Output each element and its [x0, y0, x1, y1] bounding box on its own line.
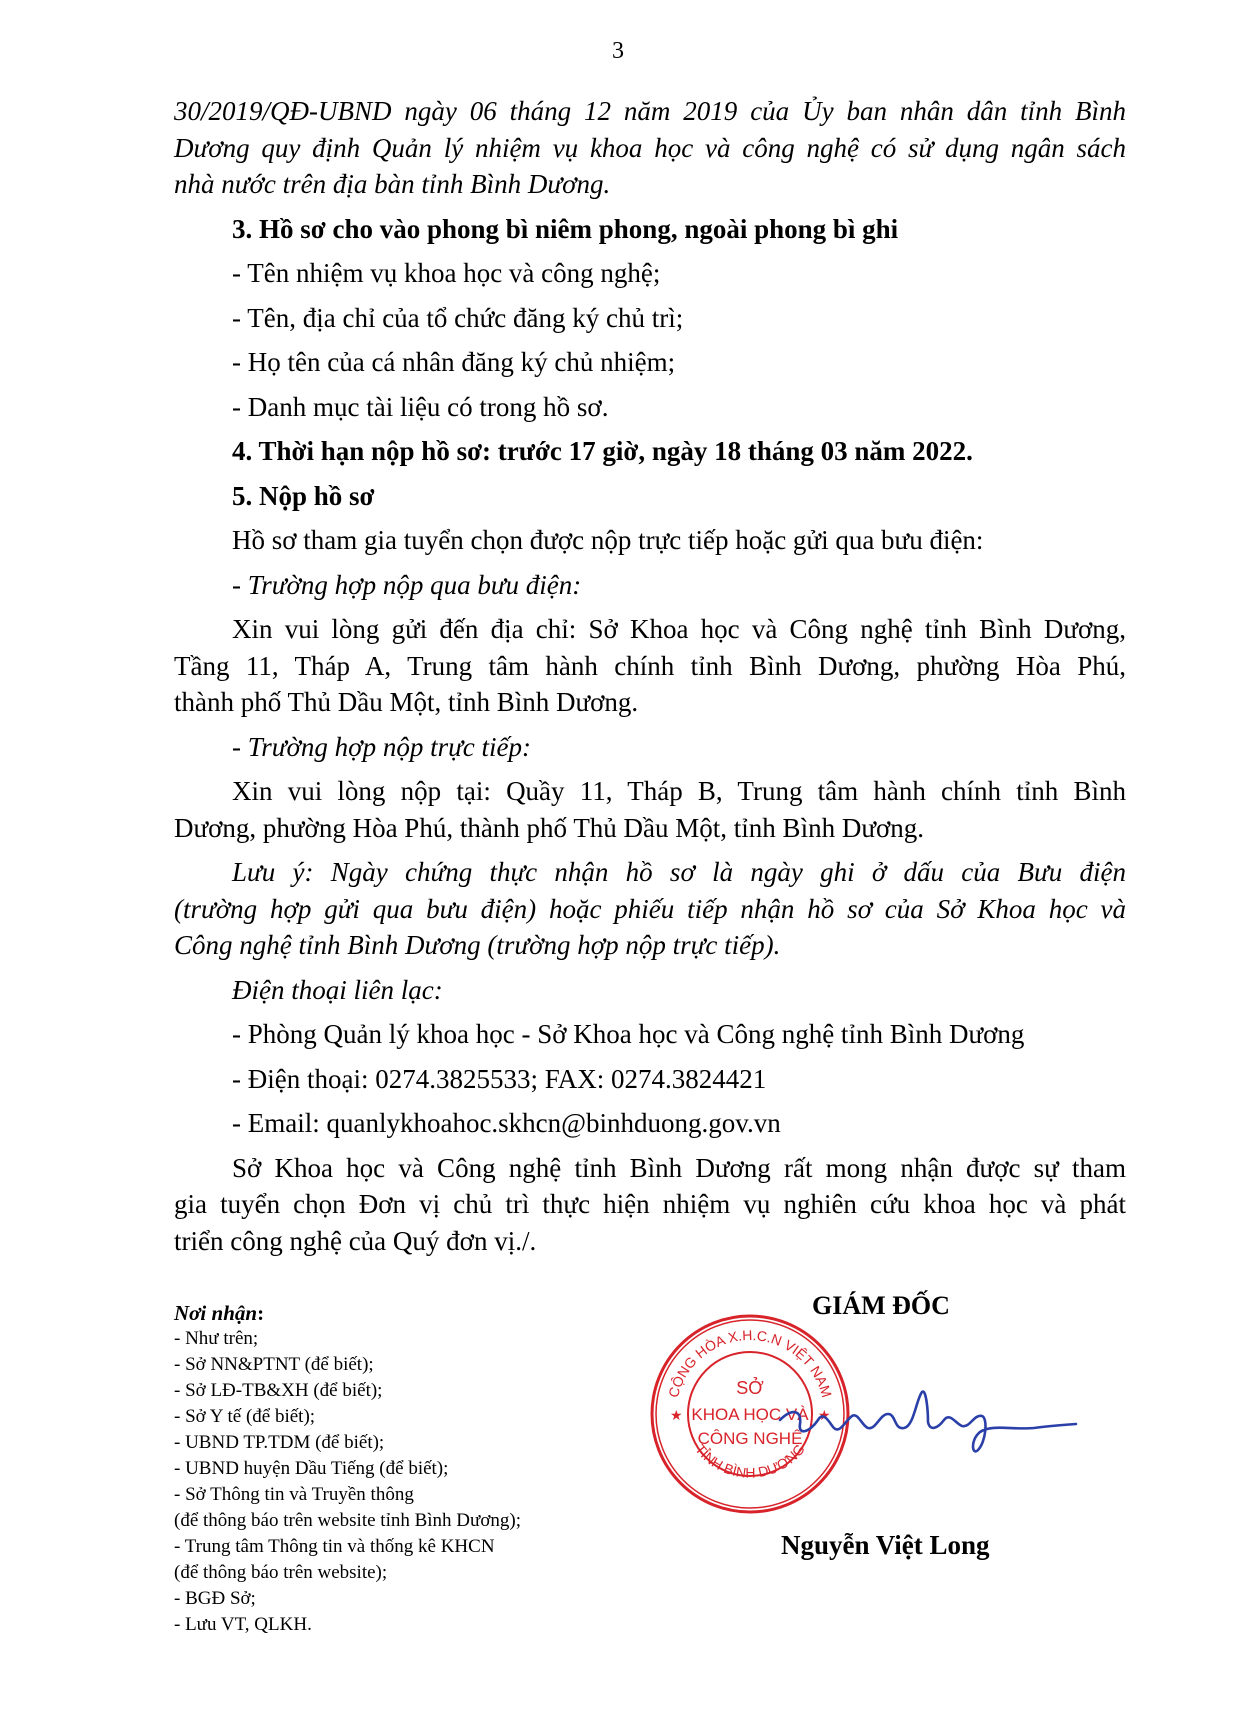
recipient-item: - Lưu VT, QLKH.: [174, 1614, 312, 1635]
note-line: (trường hợp gửi qua bưu điện) hoặc phiếu tiếp nhận hồ sơ của Sở Khoa học và: [174, 893, 1126, 924]
document-body: [174, 93, 1126, 1259]
recipient-item: - Trung tâm Thông tin và thống kê KHCN: [174, 1536, 495, 1557]
post-case-line: Tầng 11, Tháp A, Trung tâm hành chính tỉnh Bình Dương, phường Hòa Phú,: [174, 650, 1126, 681]
intro-line: nhà nước trên địa bàn tỉnh Bình Dương.: [174, 169, 611, 199]
stamp-bottom-text: TỈNH BÌNH DƯƠNG: [692, 1440, 808, 1481]
closing-line: triển công nghệ của Quý đơn vị./.: [174, 1225, 537, 1256]
recipient-item: (để thông báo trên website tỉnh Bình Dương);: [174, 1510, 521, 1531]
contact-label: Điện thoại liên lạc:: [232, 974, 443, 1005]
recipient-item: - Sở NN&PTNT (để biết);: [174, 1354, 374, 1375]
closing-line: gia tuyển chọn Đơn vị chủ trì thực hiện nhiệm vụ nghiên cứu khoa học và phát: [174, 1189, 1126, 1219]
section-3-item: - Họ tên của cá nhân đăng ký chủ nhiệm;: [232, 347, 676, 377]
post-case-label: - Trường hợp nộp qua bưu điện:: [232, 569, 582, 600]
svg-text:★: ★: [818, 1407, 831, 1423]
recipient-item: - Sở LĐ-TB&XH (để biết);: [174, 1380, 383, 1401]
direct-case-label: - Trường hợp nộp trực tiếp:: [232, 731, 532, 762]
stamp-center-line: SỞ: [736, 1378, 764, 1398]
signer-name: Nguyễn Việt Long: [781, 1530, 990, 1560]
recipient-item: - Như trên;: [174, 1328, 259, 1349]
section-5-intro: Hồ sơ tham gia tuyển chọn được nộp trực tiếp hoặc gửi qua bưu điện:: [232, 525, 984, 555]
stamp-center-line: KHOA HỌC VÀ: [691, 1405, 809, 1424]
section-3-item: - Tên, địa chỉ của tổ chức đăng ký chủ trì;: [232, 302, 684, 333]
section-3-heading: 3. Hồ sơ cho vào phong bì niêm phong, ngoài phong bì ghi: [232, 213, 899, 244]
recipient-item: - BGĐ Sở;: [174, 1588, 256, 1609]
note-line: Lưu ý: Ngày chứng thực nhận hồ sơ là ngày ghi ở dấu của Bưu điện: [232, 857, 1126, 887]
stamp-ring-text: CỘNG HÒA X.H.C.N VIỆT NAM: [664, 1326, 836, 1400]
stamp-center-line: CÔNG NGHỆ: [697, 1429, 803, 1448]
signer-title: GIÁM ĐỐC: [812, 1291, 950, 1320]
section-3-item: - Tên nhiệm vụ khoa học và công nghệ;: [232, 258, 661, 288]
section-5-heading: 5. Nộp hồ sơ: [232, 480, 375, 511]
intro-line: 30/2019/QĐ-UBND ngày 06 tháng 12 năm 2019 của Ủy ban nhân dân tỉnh Bình: [174, 96, 1126, 126]
closing-line: Sở Khoa học và Công nghệ tỉnh Bình Dương rất mong nhận được sự tham: [232, 1152, 1126, 1183]
contact-item: - Điện thoại: 0274.3825533; FAX: 0274.3824421: [232, 1063, 767, 1094]
direct-case-line: Dương, phường Hòa Phú, thành phố Thủ Dầu Một, tỉnh Bình Dương.: [174, 812, 924, 843]
page-number: 3: [612, 38, 624, 64]
svg-text:★: ★: [670, 1407, 683, 1423]
direct-case-line: Xin vui lòng nộp tại: Quầy 11, Tháp B, Trung tâm hành chính tỉnh Bình: [232, 776, 1126, 806]
post-case-line: Xin vui lòng gửi đến địa chỉ: Sở Khoa học và Công nghệ tỉnh Bình Dương,: [232, 614, 1126, 644]
recipient-item: (để thông báo trên website);: [174, 1562, 388, 1583]
intro-line: Dương quy định Quản lý nhiệm vụ khoa học và công nghệ có sử dụng ngân sách: [174, 132, 1126, 163]
post-case-line: thành phố Thủ Dầu Một, tỉnh Bình Dương.: [174, 687, 639, 717]
section-4-heading: 4. Thời hạn nộp hồ sơ: trước 17 giờ, ngày 18 tháng 03 năm 2022.: [232, 436, 973, 466]
recipient-item: - Sở Thông tin và Truyền thông: [174, 1484, 414, 1505]
recipients-block: [174, 1300, 634, 1638]
note-line: Công nghệ tỉnh Bình Dương (trường hợp nộp trực tiếp).: [174, 930, 781, 960]
recipient-item: - Sở Y tế (để biết);: [174, 1406, 316, 1427]
recipients-title: Nơi nhận:: [174, 1301, 265, 1325]
contact-item: - Phòng Quản lý khoa học - Sở Khoa học và Công nghệ tỉnh Bình Dương: [232, 1019, 1025, 1049]
section-3-item: - Danh mục tài liệu có trong hồ sơ.: [232, 391, 609, 422]
recipient-item: - UBND TP.TDM (để biết);: [174, 1432, 385, 1453]
contact-email: - Email: quanlykhoahoc.skhcn@binhduong.gov.vn: [232, 1108, 781, 1138]
recipient-item: - UBND huyện Dầu Tiếng (để biết);: [174, 1458, 449, 1479]
handwritten-signature: [772, 1380, 1082, 1470]
